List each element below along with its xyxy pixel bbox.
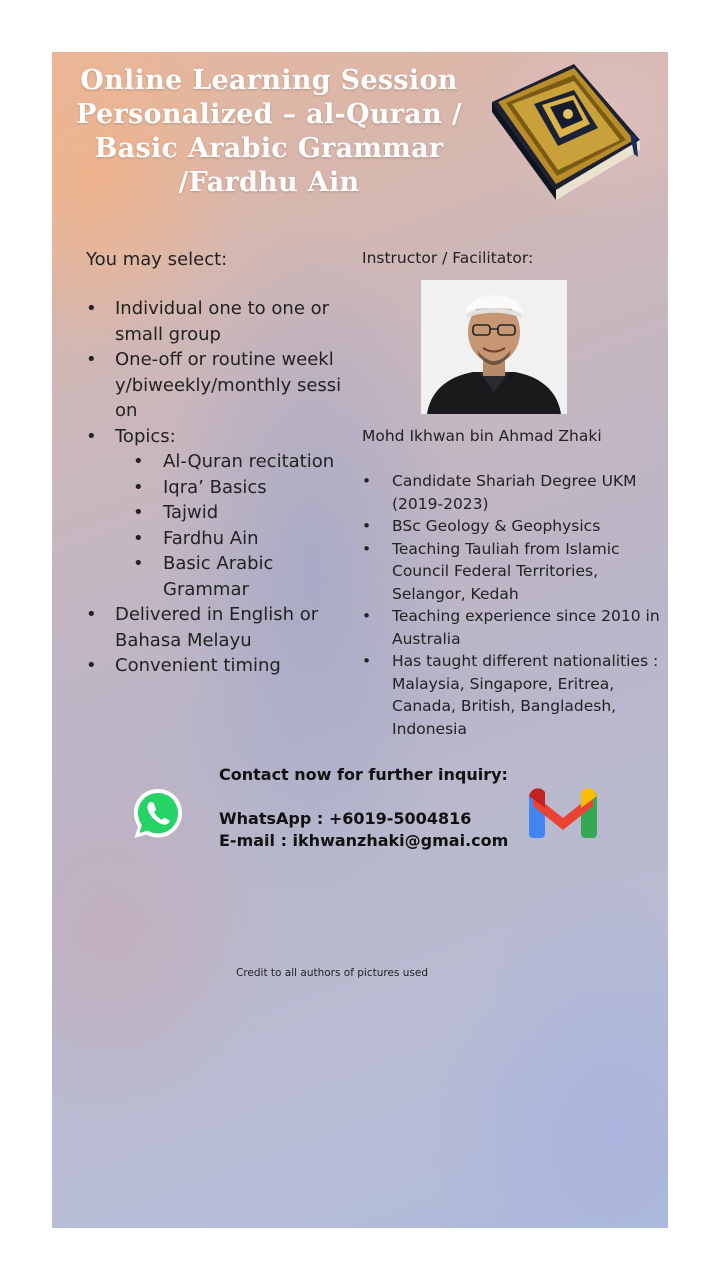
instructor-photo — [421, 280, 567, 414]
credential-text: Has taught different nationalities : Malaysia, Singapore, Eritrea, Canada, British, Bangladesh, Indonesia — [392, 652, 659, 738]
whatsapp-number[interactable]: WhatsApp : +6019-5004816 — [219, 809, 472, 828]
topic-text: Al-Quran recitation — [163, 451, 335, 472]
email-address[interactable]: E-mail : ikhwanzhaki@gmai.com — [219, 831, 509, 850]
instructor-heading: Instructor / Facilitator: — [362, 249, 534, 267]
credential-item — [362, 538, 662, 606]
option-item — [86, 653, 348, 679]
topics-list — [115, 449, 348, 602]
topic-item — [115, 475, 348, 501]
credential-item — [362, 515, 662, 538]
topic-text: Tajwid — [163, 502, 219, 523]
credential-text: BSc Geology & Geophysics — [392, 517, 601, 535]
option-text: Delivered in English or Bahasa Melayu — [115, 604, 319, 651]
credit-text: Credit to all authors of pictures used — [236, 967, 428, 979]
gmail-icon — [529, 786, 597, 838]
credential-item — [362, 605, 662, 650]
option-text: Convenient timing — [115, 655, 281, 676]
title-line-1: Online Learning Session — [80, 65, 458, 96]
credential-text: Candidate Shariah Degree UKM (2019-2023) — [392, 472, 637, 513]
contact-heading: Contact now for further inquiry: — [219, 765, 508, 784]
selection-section — [86, 248, 348, 679]
contact-section — [219, 764, 508, 852]
quran-book-image — [484, 62, 644, 202]
topic-item — [115, 500, 348, 526]
option-text: Topics: — [115, 425, 176, 447]
poster-title — [64, 64, 474, 200]
topic-text: Fardhu Ain — [163, 527, 259, 549]
credential-text: Teaching Tauliah from Islamic Council Federal Territories, Selangor, Kedah — [392, 539, 620, 603]
instructor-section — [362, 248, 662, 738]
title-line-2: Personalized – al-Quran / — [76, 99, 462, 130]
option-item — [86, 347, 348, 424]
option-text: One-off or routine weekly/biweekly/monthly session — [115, 349, 342, 421]
topic-item — [115, 551, 348, 602]
credentials-list — [362, 470, 662, 740]
title-line-4: /Fardhu Ain — [178, 167, 360, 198]
option-item — [86, 424, 348, 603]
credential-text: Teaching experience since 2010 in Australia — [392, 607, 660, 648]
instructor-name: Mohd Ikhwan bin Ahmad Zhaki — [362, 427, 602, 445]
topic-item — [115, 449, 348, 475]
title-line-3: Basic Arabic Grammar — [94, 133, 444, 164]
topic-text: Basic Arabic Grammar — [163, 553, 274, 600]
topic-text: Iqra’ Basics — [163, 476, 267, 498]
options-list — [86, 296, 348, 679]
option-item — [86, 602, 348, 653]
option-item — [86, 296, 348, 347]
whatsapp-icon — [130, 786, 186, 842]
credential-item — [362, 650, 662, 740]
option-text: Individual one to one or small group — [115, 298, 330, 345]
selection-heading: You may select: — [86, 249, 228, 270]
poster — [52, 52, 668, 1228]
topic-item — [115, 526, 348, 552]
credential-item — [362, 470, 662, 515]
